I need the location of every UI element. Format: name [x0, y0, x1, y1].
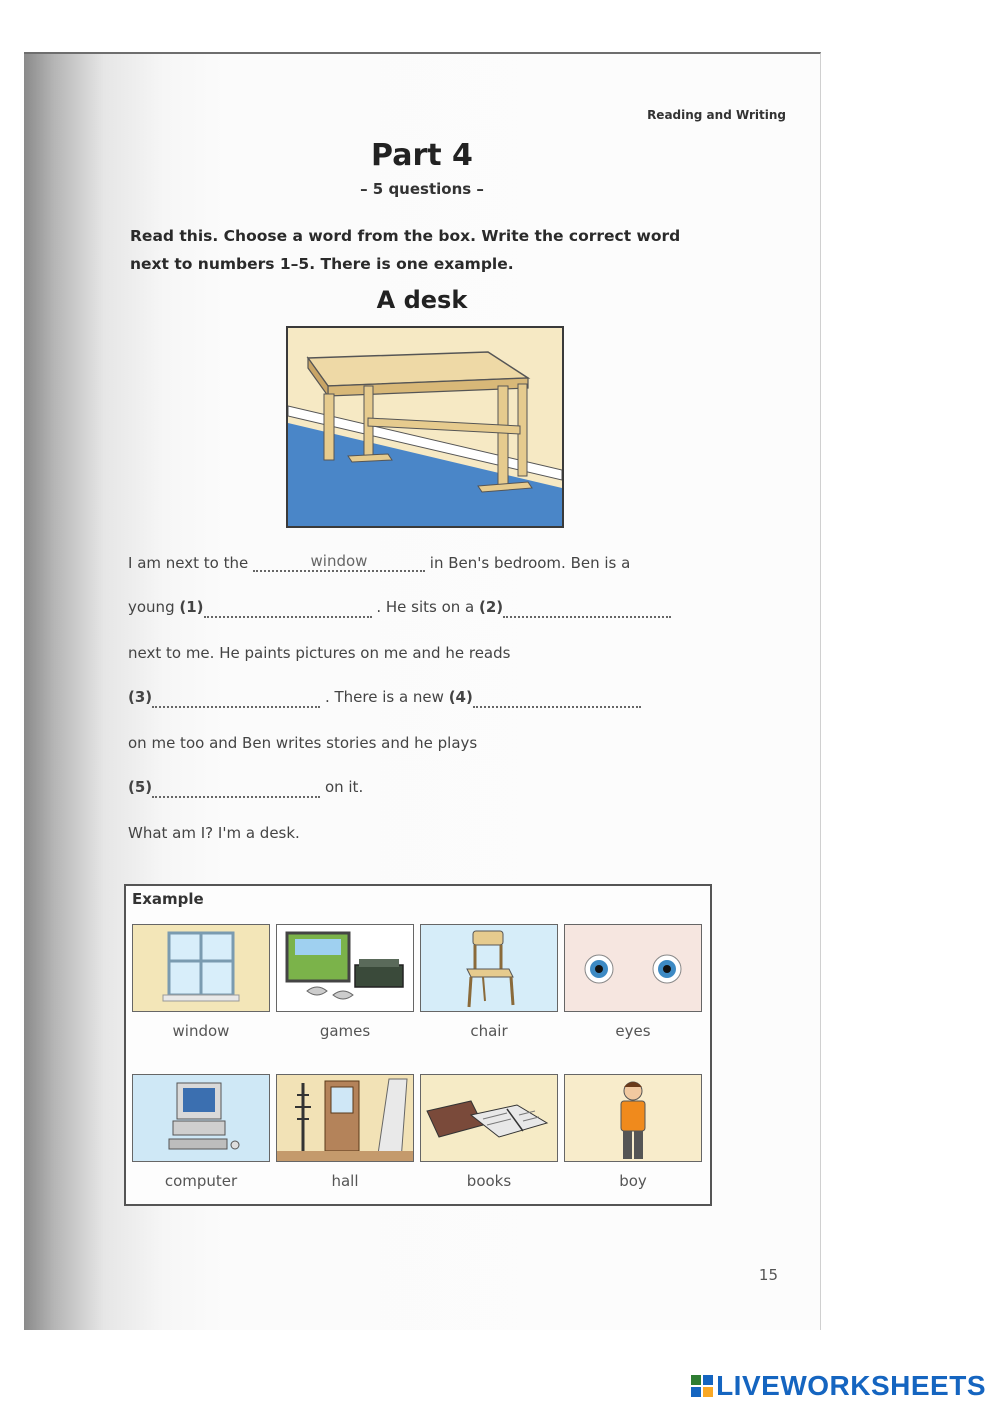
- word-card-chair: [420, 924, 558, 1040]
- question-number-3: (3): [128, 688, 153, 706]
- word-label: chair: [470, 1022, 508, 1040]
- instructions: Read this. Choose a word from the box. Write the correct word next to numbers 1–5. There is one example.: [130, 227, 681, 273]
- story-text: in Ben's bedroom. Ben is a: [429, 554, 631, 572]
- answer-input-5[interactable]: [152, 780, 320, 798]
- word-card-games: [276, 924, 414, 1040]
- story-text: . There is a new: [324, 688, 444, 706]
- answer-input-1[interactable]: [204, 600, 372, 618]
- part-subtitle: – 5 questions –: [360, 180, 484, 198]
- chair-icon: [420, 924, 558, 1012]
- question-number-4: (4): [448, 688, 473, 706]
- word-card-hall: [276, 1074, 414, 1190]
- story-text: . He sits on a: [376, 598, 475, 616]
- page-number: 15: [758, 1266, 778, 1284]
- word-label: computer: [164, 1172, 238, 1190]
- story-text: on me too and Ben writes stories and he plays: [128, 734, 478, 752]
- story-text: next to me. He paints pictures on me and he reads: [128, 644, 511, 662]
- word-card-window: [132, 924, 270, 1040]
- word-box-title: Example: [132, 890, 204, 908]
- word-box: [124, 884, 712, 1206]
- story-title: A desk: [376, 286, 468, 314]
- word-card-books: [420, 1074, 558, 1190]
- computer-icon: [132, 1074, 270, 1162]
- word-label: window: [172, 1022, 230, 1040]
- story-text: I am next to the: [128, 554, 249, 572]
- word-label: books: [466, 1172, 512, 1190]
- story-text: What am I? I'm a desk.: [128, 824, 300, 842]
- hall-icon: [276, 1074, 414, 1162]
- eyes-icon: [564, 924, 702, 1012]
- brand-footer[interactable]: [691, 1372, 986, 1400]
- story-text: young: [128, 598, 175, 616]
- brand-name: LIVEWORKSHEETS: [716, 1370, 986, 1401]
- worksheet-page: [24, 52, 821, 1330]
- word-card-computer: [132, 1074, 270, 1190]
- answer-input-3[interactable]: [152, 690, 320, 708]
- word-label: boy: [619, 1172, 647, 1190]
- word-card-eyes: [564, 924, 702, 1040]
- liveworksheets-logo-icon: [691, 1375, 713, 1397]
- window-icon: [132, 924, 270, 1012]
- part-title: Part 4: [371, 138, 473, 173]
- word-label: hall: [331, 1172, 359, 1190]
- story-text: on it.: [324, 778, 364, 796]
- section-label: Reading and Writing: [647, 108, 786, 122]
- word-label: games: [319, 1022, 371, 1040]
- example-answer: window: [253, 552, 425, 572]
- games-icon: [276, 924, 414, 1012]
- word-card-boy: [564, 1074, 702, 1190]
- word-label: eyes: [615, 1022, 651, 1040]
- question-number-2: (2): [479, 598, 504, 616]
- question-number-1: (1): [179, 598, 204, 616]
- answer-input-4[interactable]: [473, 690, 641, 708]
- books-icon: [420, 1074, 558, 1162]
- answer-input-2[interactable]: [503, 600, 671, 618]
- desk-illustration: [286, 326, 564, 528]
- question-number-5: (5): [128, 778, 153, 796]
- boy-icon: [564, 1074, 702, 1162]
